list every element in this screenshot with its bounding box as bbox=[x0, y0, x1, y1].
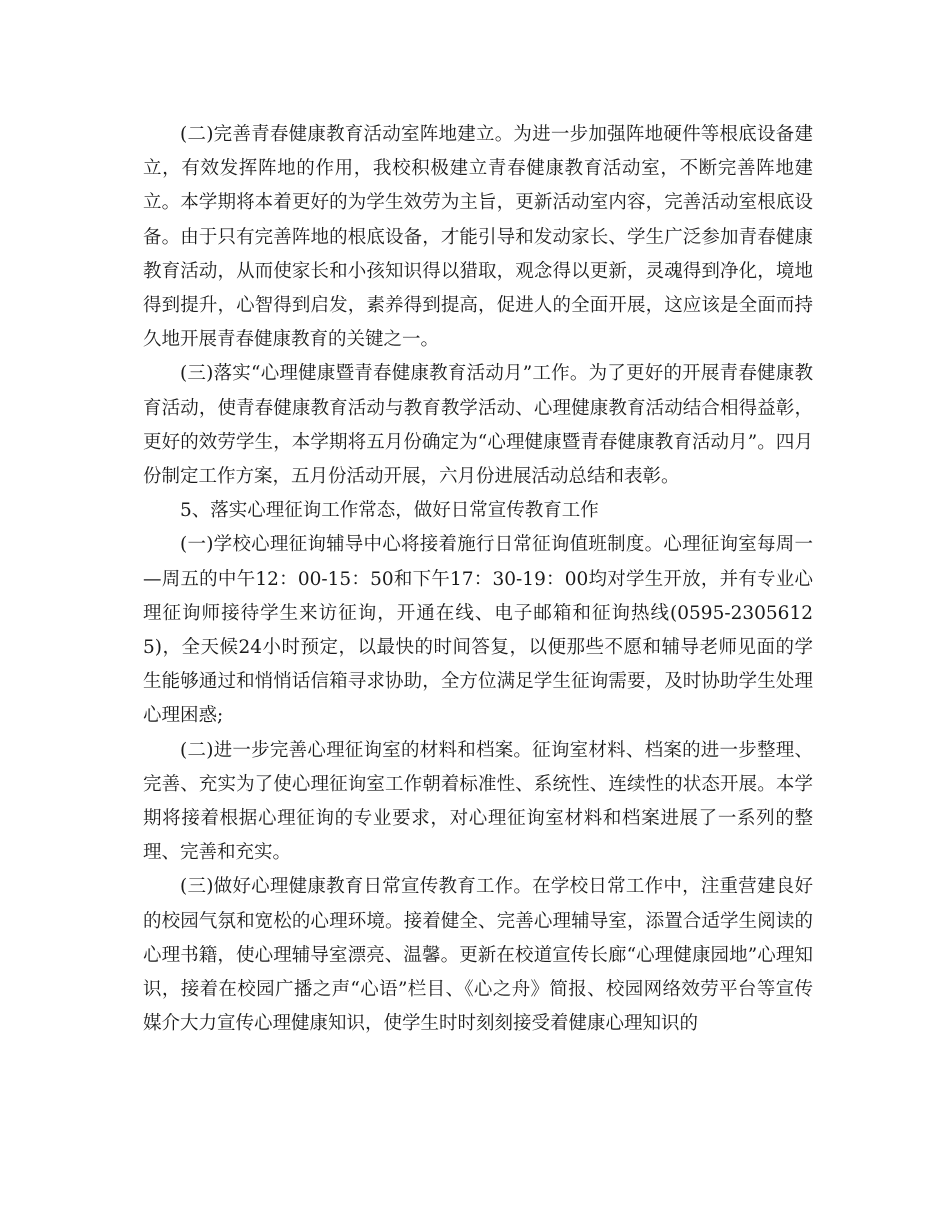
paragraph-publicity-work: (三)做好心理健康教育日常宣传教育工作。在学校日常工作中，注重营建良好的校园气氛和宽松的心理环境。接着健全、完善心理辅导室，添置合适学生阅读的心理书籍，使心理辅导室漂亮、温馨。更新在校道宣传长廊“心理健康园地”心理知识，接着在校园广播之声“心语”栏目、《心之舟》简报、校园网络效劳平台等宣传媒介大力宣传心理健康知识，使学生时时刻刻接受着健康心理知识的 bbox=[143, 876, 813, 1035]
paragraph-counseling-records: (二)进一步完善心理征询室的材料和档案。征询室材料、档案的进一步整理、完善、充实为了使心理征询室工作朝着标准性、系统性、连续性的状态开展。本学期将接着根据心理征询的专业要求，对心理征询室材料和档案进展了一系列的整理、完善和充实。 bbox=[143, 739, 813, 864]
document-body bbox=[143, 118, 813, 1041]
paragraph-counseling-duty-system: (一)学校心理征询辅导中心将接着施行日常征询值班制度。心理征询室每周一—周五的中午12：00-15：50和下午17：30-19：00均对学生开放，并有专业心理征询师接待学生来访征询，开通在线、电子邮箱和征询热线(0595-23056125)，全天候24小时预定，以最快的时间答复，以便那些不愿和辅导老师见面的学生能够通过和悄悄话信箱寻求协助，全方位满足学生征询需要，及时协助学生处理心理困惑; bbox=[143, 534, 813, 727]
paragraph-heading-5-counseling: 5、落实心理征询工作常态，做好日常宣传教育工作 bbox=[180, 500, 599, 522]
paragraph-section-3-health-month: (三)落实“心理健康暨青春健康教育活动月”工作。为了更好的开展青春健康教育活动，使青春健康教育活动与教育教学活动、心理健康教育活动结合相得益彰，更好的效劳学生，本学期将五月份确定为“心理健康暨青春健康教育活动月”。四月份制定工作方案，五月份活动开展，六月份进展活动总结和表彰。 bbox=[143, 363, 813, 488]
paragraph-section-2-activity-room: (二)完善青春健康教育活动室阵地建立。为进一步加强阵地硬件等根底设备建立，有效发挥阵地的作用，我校积极建立青春健康教育活动室，不断完善阵地建立。本学期将本着更好的为学生效劳为主旨，更新活动室内容，完善活动室根底设备。由于只有完善阵地的根底设备，才能引导和发动家长、学生广泛参加青春健康教育活动，从而使家长和小孩知识得以猎取，观念得以更新，灵魂得到净化，境地得到提升，心智得到启发，素养得到提高，促进人的全面开展，这应该是全面而持久地开展青春健康教育的关键之一。 bbox=[143, 124, 813, 351]
